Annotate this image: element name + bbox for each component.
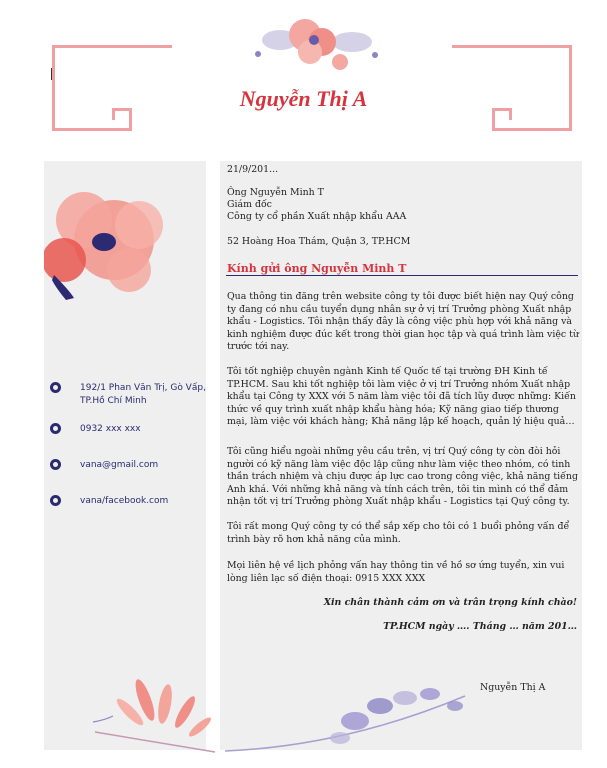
letter-date: 21/9/201... xyxy=(227,164,279,175)
frame-line-top-right xyxy=(452,45,572,48)
paragraph-4: Tôi rất mong Quý công ty có thể sắp xếp cho tôi có 1 buổi phỏng vấn để trình bày rõ hơn khả năng của mình. xyxy=(227,521,570,545)
signature-name: Nguyễn Thị A xyxy=(480,682,546,693)
recipient-company: Công ty cổ phần Xuất nhập khẩu AAA xyxy=(227,211,407,222)
salutation-rule xyxy=(226,275,578,276)
location-pin-icon xyxy=(50,382,61,393)
recipient-title: Giám đốc xyxy=(227,199,272,210)
frame-hook-left xyxy=(129,110,132,130)
paragraph-5: Mọi liên hệ về lịch phỏng vấn hay thông tin về hồ sơ ứng tuyển, xin vui lòng liên lạc số điện thoại: 0915 XXX XXX xyxy=(227,560,565,584)
globe-icon xyxy=(50,495,61,506)
frame-line-top-left xyxy=(52,45,172,48)
salutation-heading: Kính gửi ông Nguyễn Minh T xyxy=(227,262,407,275)
flower-ornament-sidebar xyxy=(44,180,174,310)
paragraph-2: Tôi tốt nghiệp chuyên ngành Kinh tế Quốc tế tại trường ĐH Kinh tế TP.HCM. Sau khi tốt nghiệp tôi làm việc ở vị trí Trưởng nhóm Xuất nhập khẩu tại Công ty XXX với 5 năm làm việc tôi đã tích lũy được những: Kiến thức về quy trình xuất nhập khẩu hàng hóa; Kỹ năng giao tiếp thương mại, làm việc với khách hàng; Khả năng lập kế hoạch, quản lý hiệu quả… xyxy=(227,366,576,427)
flower-ornament-top xyxy=(240,10,390,82)
phone-icon xyxy=(50,423,61,434)
frame-hook-right xyxy=(492,110,495,130)
recipient-address: 52 Hoàng Hoa Thám, Quận 3, TP.HCM xyxy=(227,236,411,247)
closing-line: Xin chân thành cảm ơn và trân trọng kính chào! xyxy=(323,597,577,608)
frame-line-bottom-right xyxy=(492,128,572,131)
leaf-ornament-bottom-left xyxy=(85,672,225,762)
text-cursor xyxy=(51,68,52,80)
place-date-line: TP.HCM ngày …. Tháng … năm 201… xyxy=(383,621,577,632)
email-icon xyxy=(50,459,61,470)
recipient-name: Ông Nguyễn Minh T xyxy=(227,187,324,198)
leaf-ornament-bottom-right xyxy=(225,676,475,761)
paragraph-3: Tôi cũng hiểu ngoài những yêu cầu trên, vị trí Quý công ty còn đòi hỏi người có kỹ năng làm việc độc lập cũng như làm việc theo nhóm, có tinh thần trách nhiệm và chịu được áp lực cao trong công việc, khả năng tiếng Anh khá. Với những khả năng và tính cách trên, tôi tin mình có thể đảm nhận tốt vị trí Trưởng phòng Xuất nhập khẩu - Logistics tại Quý công ty. xyxy=(227,446,578,507)
applicant-name-title: Nguyễn Thị A xyxy=(239,86,368,111)
frame-line-bottom-left xyxy=(52,128,132,131)
paragraph-1: Qua thông tin đăng trên website công ty tôi được biết hiện nay Quý công ty đang có nhu cầu tuyển dụng nhân sự ở vị trí Trưởng phòng Xuất nhập khẩu - Logistics. Tôi nhận thấy đây là công việc phù hợp với khả năng và kinh nghiệm được đúc kết trong thời gian học tập và quá trình làm việc từ trước tới nay. xyxy=(227,291,579,352)
